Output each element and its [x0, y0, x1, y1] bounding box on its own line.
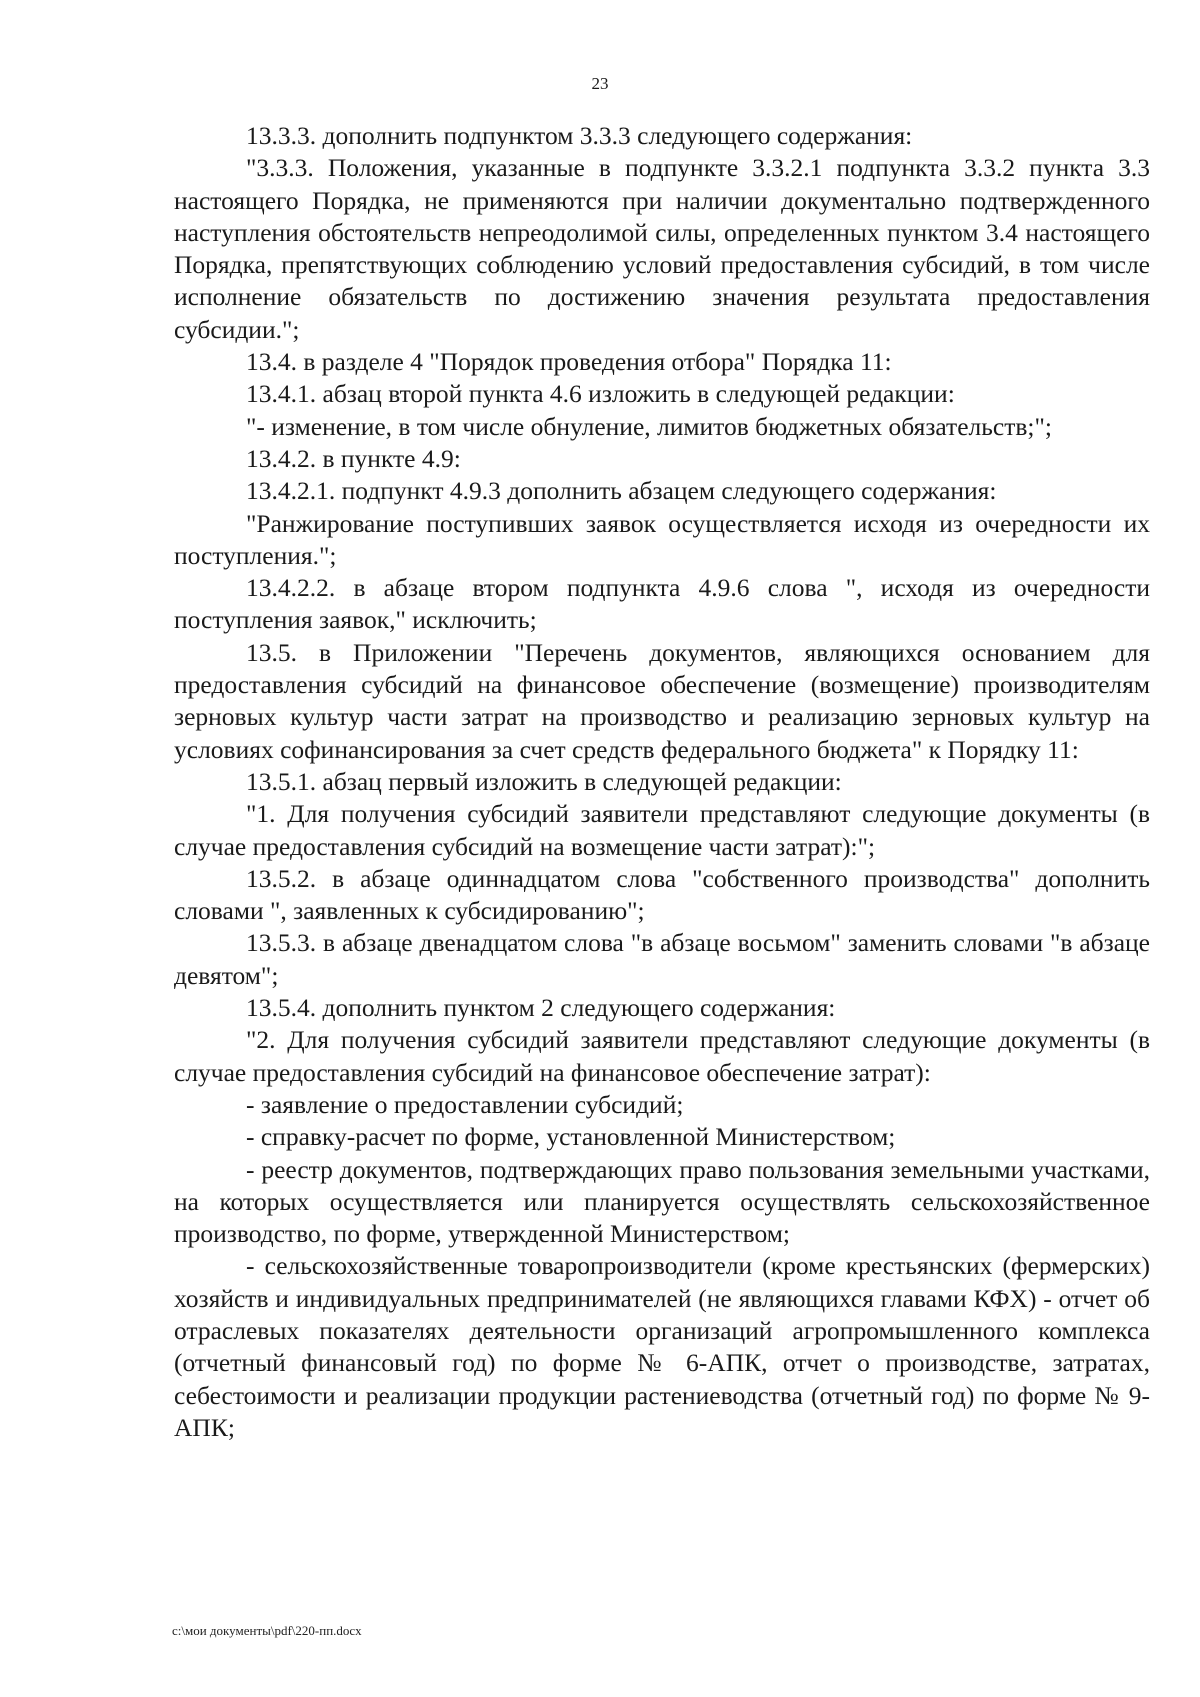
- paragraph-13-5-1: 13.5.1. абзац первый изложить в следующей редакции:: [246, 766, 842, 796]
- paragraph-13-5: 13.5. в Приложении "Перечень документов, являющихся основанием для предоставления субсидий на финансовое обеспечение (возмещение) производителям зерновых культур части затрат на производство и реализацию зерновых культур на условиях софинансирования за счет средств федерального бюджета" к Порядку 11:: [174, 637, 1150, 764]
- list-item-producers-reports: - сельскохозяйственные товаропроизводители (кроме крестьянских (фермерских) хозяйств и индивидуальных предпринимателей (не являющихся главами КФХ) - отчет об отраслевых показателях деятельности организаций агропромышленного комплекса (отчетный финансовый год) по форме № 6-АПК, отчет о производстве, затратах, себестоимости и реализации продукции растениеводства (отчетный год) по форме № 9-АПК;: [174, 1251, 1150, 1442]
- document-body: [174, 120, 1150, 1444]
- list-item-calculation: - справку-расчет по форме, установленной Министерством;: [246, 1122, 896, 1152]
- paragraph-13-4-2: 13.4.2. в пункте 4.9:: [246, 443, 461, 473]
- paragraph-13-5-2: 13.5.2. в абзаце одиннадцатом слова "собственного производства" дополнить словами ", заявленных к субсидированию";: [174, 863, 1150, 926]
- paragraph-13-4-1-quote: "- изменение, в том числе обнуление, лимитов бюджетных обязательств;";: [246, 411, 1052, 441]
- paragraph-13-5-3: 13.5.3. в абзаце двенадцатом слова "в абзаце восьмом" заменить словами "в абзаце девятом";: [174, 928, 1150, 990]
- paragraph-13-4-2-1-quote: "Ранжирование поступивших заявок осуществляется исходя из очередности их поступления.";: [174, 508, 1150, 570]
- list-item-land-registry: - реестр документов, подтверждающих право пользования земельными участками, на которых осуществляется или планируется осуществлять сельскохозяйственное производство, по форме, утвержденной Министерством;: [174, 1154, 1150, 1249]
- file-path-footer: c:\мои документы\pdf\220-пп.docx: [172, 1623, 362, 1638]
- paragraph-3-3-3-quote: "3.3.3. Положения, указанные в подпункте 3.3.2.1 подпункта 3.3.2 пункта 3.3 настоящего Порядка, не применяются при наличии документально подтвержденного наступления обстоятельств непреодолимой силы, определенных пунктом 3.4 настоящего Порядка, препятствующих соблюдению условий предоставления субсидий, в том числе исполнение обязательств по достижению значения результата предоставления субсидии.";: [174, 153, 1150, 344]
- paragraph-13-4: 13.4. в разделе 4 "Порядок проведения отбора" Порядка 11:: [246, 347, 892, 377]
- paragraph-13-3-3: 13.3.3. дополнить подпунктом 3.3.3 следующего содержания:: [246, 121, 913, 150]
- list-item-application: - заявление о предоставлении субсидий;: [246, 1089, 684, 1119]
- paragraph-13-4-2-2: 13.4.2.2. в абзаце втором подпункта 4.9.6 слова ", исходя из очередности поступления заявок," исключить;: [174, 573, 1150, 635]
- paragraph-13-4-1: 13.4.1. абзац второй пункта 4.6 изложить в следующей редакции:: [246, 379, 955, 409]
- page-number: 23: [591, 74, 609, 93]
- paragraph-13-5-4: 13.5.4. дополнить пунктом 2 следующего содержания:: [246, 993, 836, 1023]
- paragraph-13-5-1-quote: "1. Для получения субсидий заявители представляют следующие документы (в случае предоставления субсидий на возмещение части затрат):";: [174, 799, 1150, 861]
- paragraph-13-5-4-quote: "2. Для получения субсидий заявители представляют следующие документы (в случае предоставления субсидий на финансовое обеспечение затрат):: [174, 1025, 1150, 1087]
- paragraph-13-4-2-1: 13.4.2.1. подпункт 4.9.3 дополнить абзацем следующего содержания:: [246, 476, 997, 506]
